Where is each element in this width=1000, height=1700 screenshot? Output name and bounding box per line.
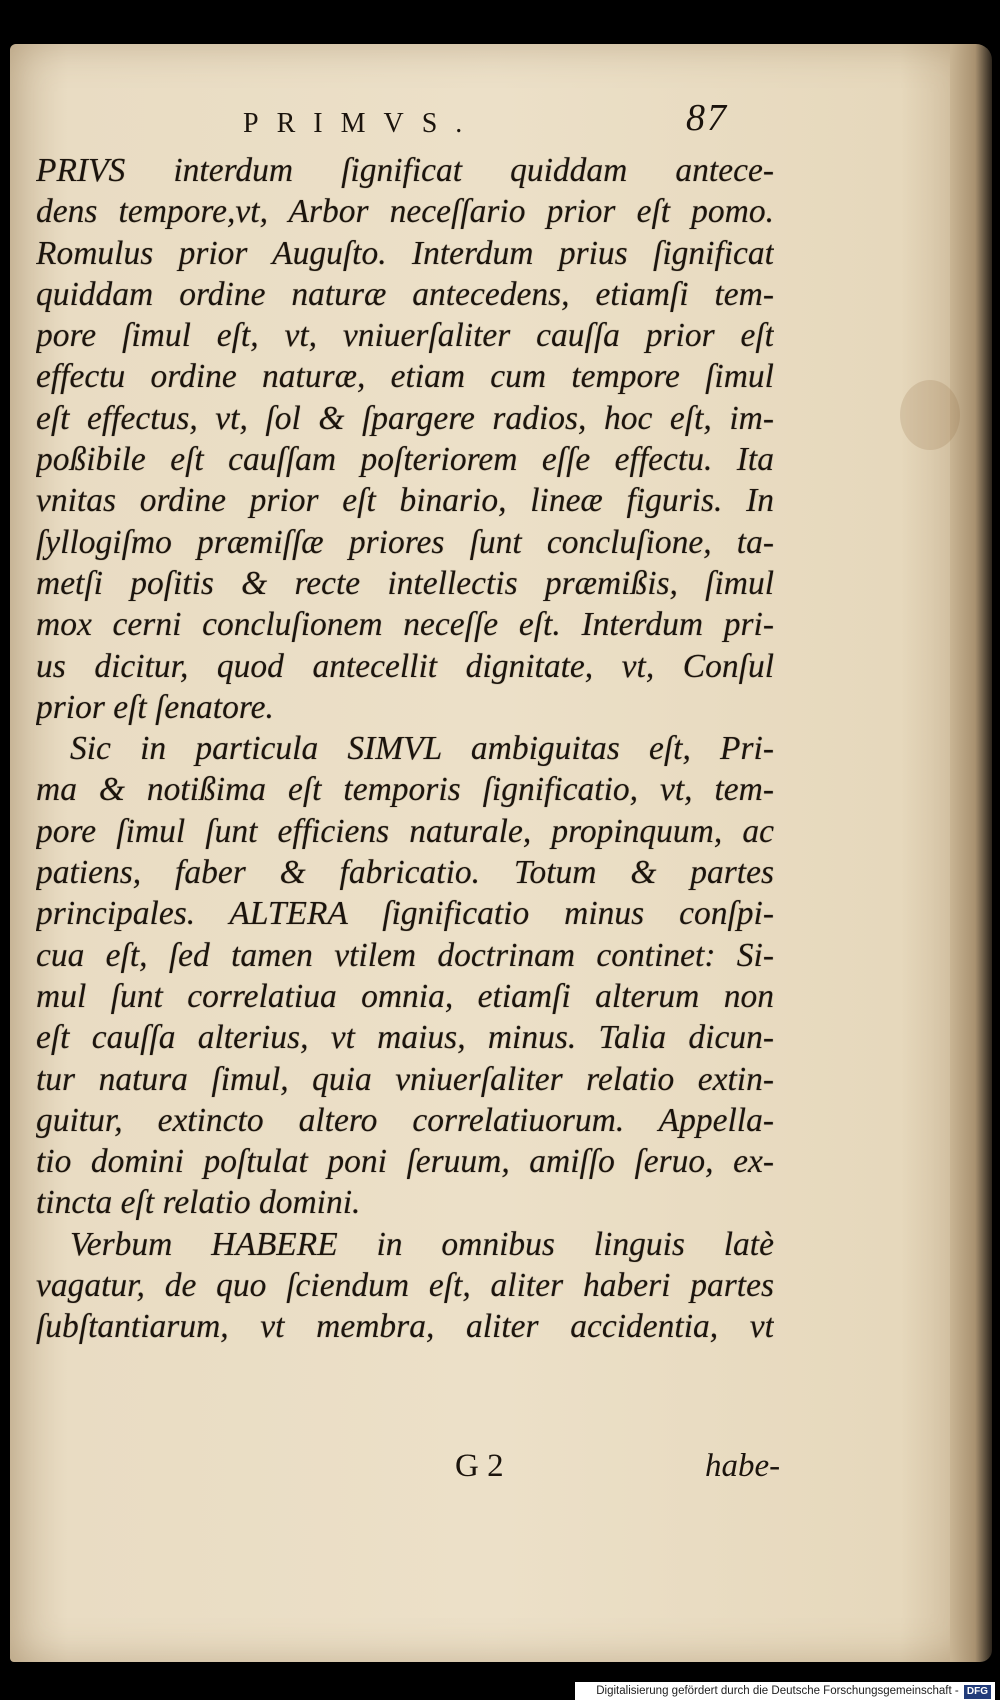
text-line: patiens, faber & fabricatio. Totum & partes	[36, 854, 774, 892]
text-line: PRIVS interdum ſignificat quiddam antece-	[36, 152, 774, 189]
text-line: prior eſt ſenatore.	[36, 688, 274, 726]
text-line: mox cerni concluſionem neceſſe eſt. Interdum pri-	[36, 606, 774, 644]
text-line: tincta eſt relatio domini.	[36, 1184, 361, 1222]
text-line: Sic in particula SIMVL ambiguitas eſt, Pri-	[70, 730, 774, 768]
dfg-logo: DFG	[964, 1685, 991, 1699]
text-line: eſt cauſſa alterius, vt maius, minus. Talia dicun-	[36, 1019, 774, 1057]
page-edge	[950, 44, 992, 1662]
text-line: pore ſimul ſunt efficiens naturale, propinquum, ac	[36, 812, 774, 850]
text-line: Verbum HABERE in omnibus linguis latè	[70, 1225, 774, 1263]
signature-mark: G 2	[455, 1448, 504, 1484]
text-line: Romulus prior Auguſto. Interdum prius ſignificat	[36, 234, 774, 272]
text-line: pore ſimul eſt, vt, vniuerſaliter cauſſa prior eſt	[36, 317, 774, 355]
page-number: 87	[686, 97, 728, 139]
text-line: poßibile eſt cauſſam poſteriorem eſſe effectu. Ita	[36, 441, 774, 479]
text-line: us dicitur, quod antecellit dignitate, vt, Conſul	[36, 647, 774, 685]
text-line: ſubſtantiarum, vt membra, aliter accidentia, vt	[36, 1308, 774, 1346]
text-line: vagatur, de quo ſciendum eſt, aliter haberi partes	[36, 1267, 774, 1305]
text-line: principales. ALTERA ſignificatio minus conſpi-	[36, 895, 774, 933]
body-text	[36, 150, 774, 1348]
text-line: effectu ordine naturæ, etiam cum tempore ſimul	[36, 358, 774, 396]
text-line: guitur, extincto altero correlatiuorum. Appella-	[36, 1101, 774, 1139]
catchword: habe-	[705, 1448, 781, 1484]
text-line: ma & notißima eſt temporis ſignificatio, vt, tem-	[36, 771, 774, 809]
text-line: quiddam ordine naturæ antecedens, etiamſi tem-	[36, 275, 774, 313]
text-line: vnitas ordine prior eſt binario, lineæ figuris. In	[36, 482, 774, 520]
text-line: ſyllogiſmo præmiſſæ priores ſunt concluſione, ta-	[36, 523, 774, 561]
running-title: PRIMVS.	[243, 108, 481, 139]
text-line: cua eſt, ſed tamen vtilem doctrinam continet: Si-	[36, 936, 774, 974]
credit-text: Digitalisierung gefördert durch die Deutsche Forschungsgemeinschaft -	[596, 1685, 959, 1697]
text-line: tio domini poſtulat poni ſeruum, amiſſo ſeruo, ex-	[36, 1143, 774, 1181]
text-line: mul ſunt correlatiua omnia, etiamſi alterum non	[36, 977, 774, 1015]
text-line: dens tempore,vt, Arbor neceſſario prior eſt pomo.	[36, 193, 774, 231]
text-line: eſt effectus, vt, ſol & ſpargere radios, hoc eſt, im-	[36, 399, 774, 437]
paper-stain	[900, 380, 960, 450]
digitization-credit	[575, 1682, 995, 1700]
text-line: metſi poſitis & recte intellectis præmißis, ſimul	[36, 564, 774, 602]
text-line: tur natura ſimul, quia vniuerſaliter relatio extin-	[36, 1060, 774, 1098]
